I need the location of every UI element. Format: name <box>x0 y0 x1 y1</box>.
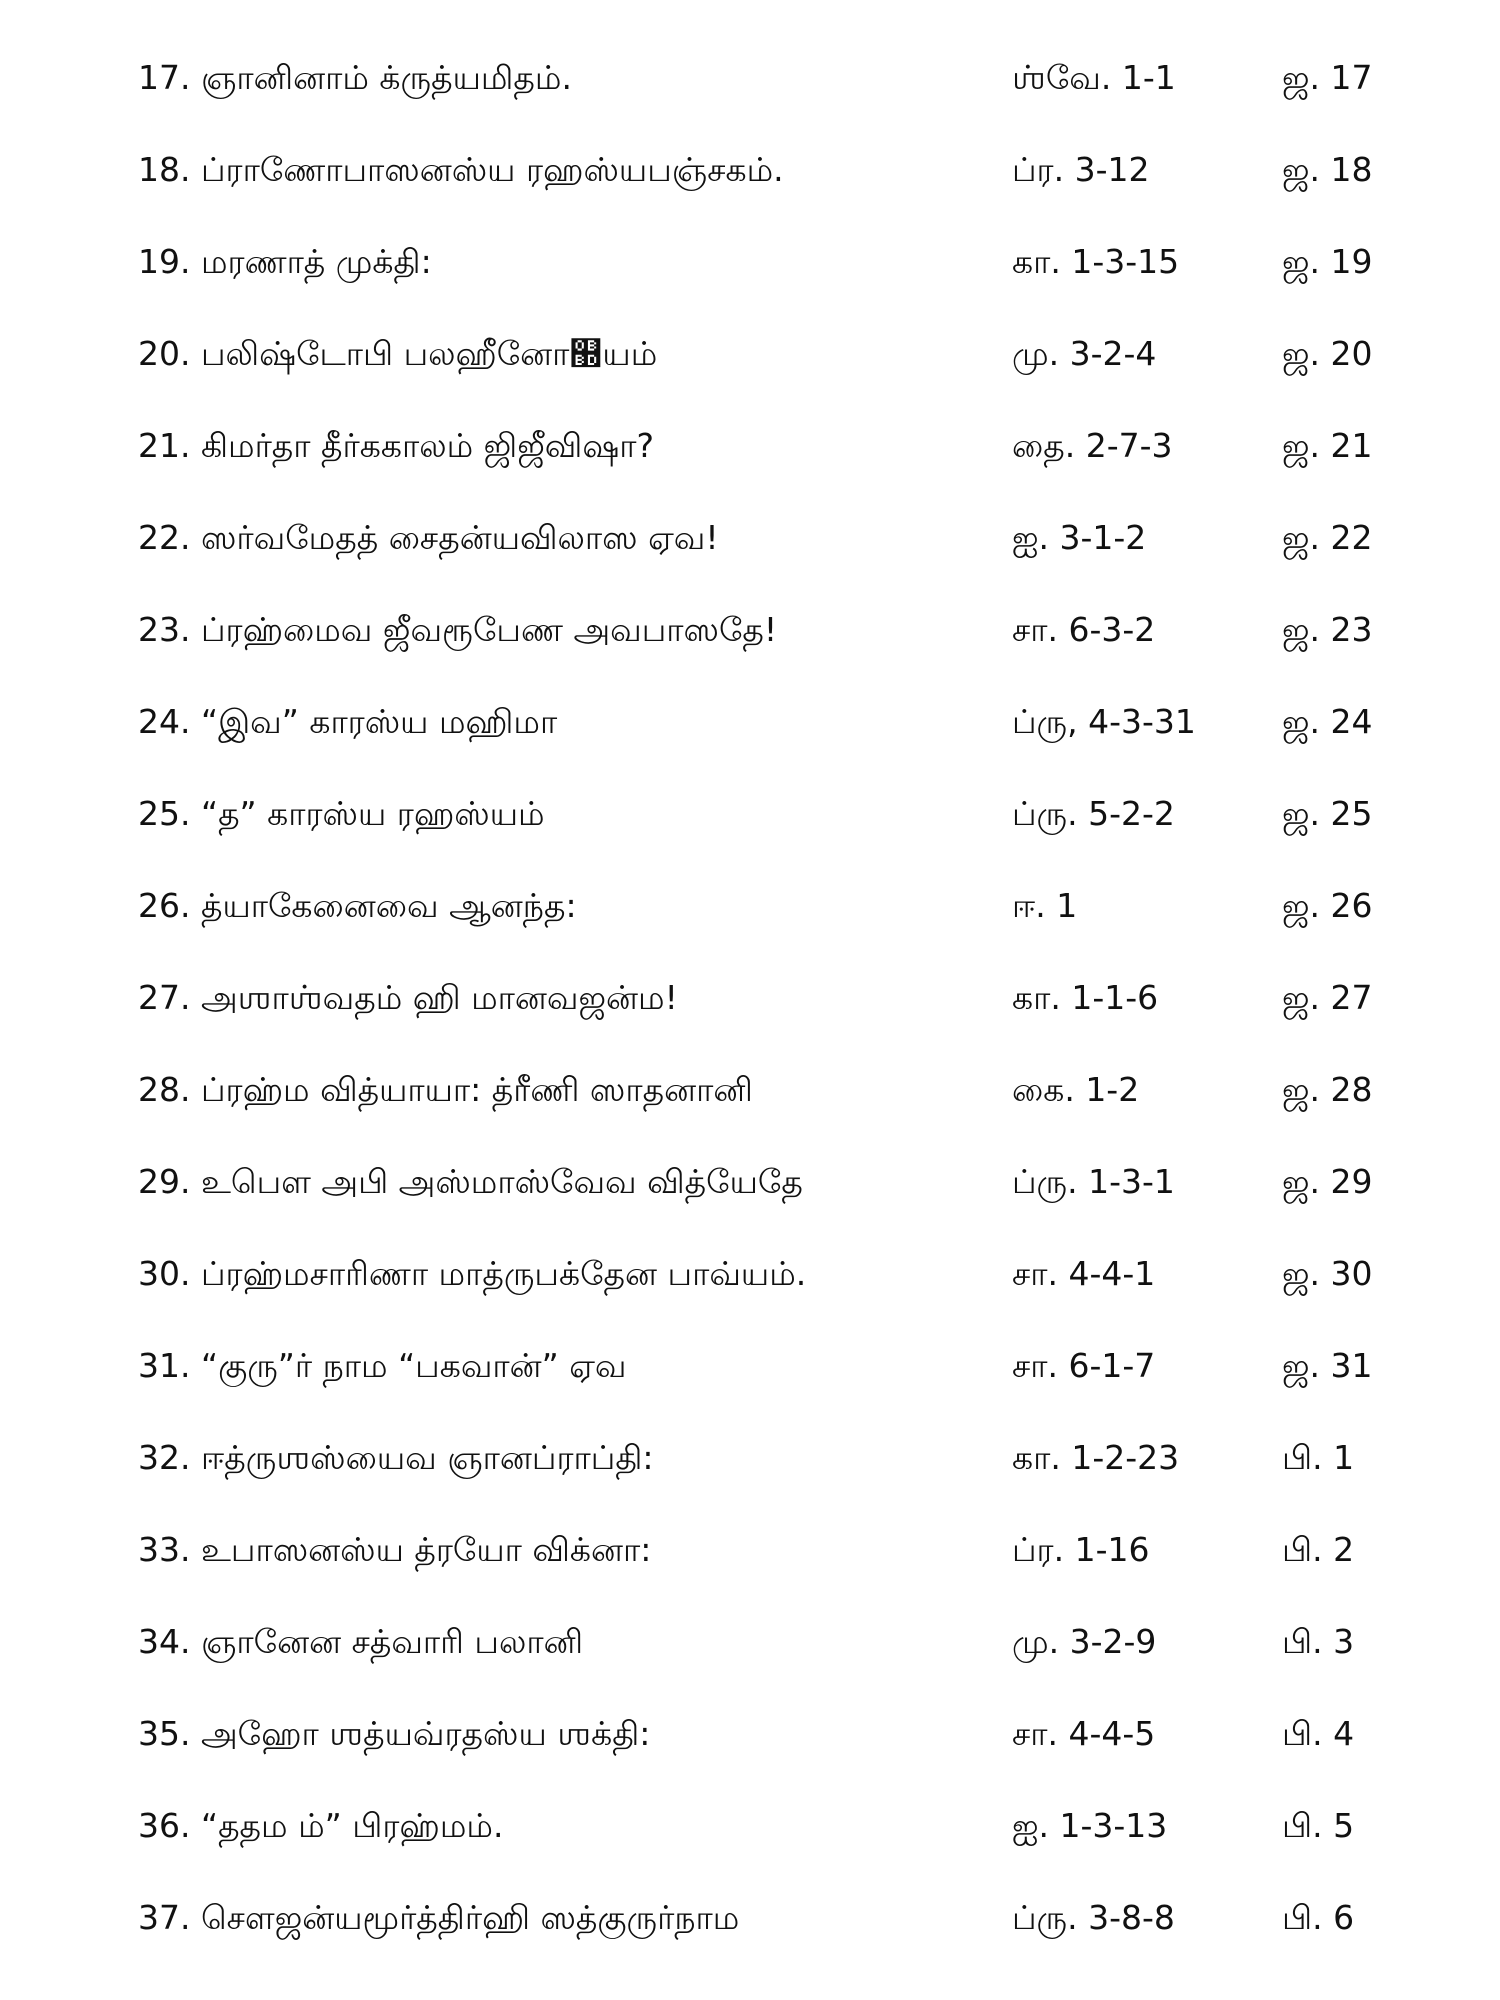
entry-source-reference: கை. 1-2 <box>1012 1070 1140 1109</box>
entry-page-reference: பி. 2 <box>1282 1530 1355 1569</box>
entry-title: 18. ப்ராணோபாஸனஸ்ய ரஹஸ்யபஞ்சகம். <box>138 150 784 189</box>
entry-page-reference: பி. 3 <box>1282 1622 1355 1661</box>
toc-entry <box>0 1604 1500 1696</box>
entry-title: 36. “ததம ம்” பிரஹ்மம். <box>138 1806 504 1845</box>
entry-source-reference: ப்ரு, 4-3-31 <box>1012 702 1196 741</box>
entry-page-reference: ஜ. 22 <box>1282 518 1373 557</box>
toc-entry <box>0 500 1500 592</box>
entry-title: 21. கிமர்தா தீர்ககாலம் ஜிஜீவிஷா? <box>138 426 655 465</box>
entry-title: 31. “குரு”ர் நாம “பகவான்” ஏவ <box>138 1346 627 1385</box>
entry-page-reference: பி. 4 <box>1282 1714 1355 1753</box>
entry-source-reference: கா. 1-2-23 <box>1012 1438 1180 1477</box>
toc-entry <box>0 40 1500 132</box>
entry-title: 22. ஸர்வமேதத் சைதன்யவிலாஸ ஏவ! <box>138 518 719 557</box>
entry-title: 37. சௌஜன்யமூர்த்திர்ஹி ஸத்குருர்நாம <box>138 1898 740 1937</box>
entry-title: 26. த்யாகேனைவை ஆனந்த: <box>138 886 577 925</box>
entry-title: 28. ப்ரஹ்ம வித்யாயா: த்ரீணி ஸாதனானி <box>138 1070 753 1109</box>
entry-page-reference: பி. 1 <box>1282 1438 1355 1477</box>
toc-entry <box>0 868 1500 960</box>
entry-title: 29. உபௌ அபி அஸ்மாஸ்வேவ வித்யேதே <box>138 1162 803 1201</box>
entry-page-reference: ஜ. 25 <box>1282 794 1373 833</box>
entry-title: 35. அஹோ ஶத்யவ்ரதஸ்ய ஶக்தி: <box>138 1714 651 1753</box>
toc-entry <box>0 1328 1500 1420</box>
entry-source-reference: ப்ர. 3-12 <box>1012 150 1150 189</box>
entry-page-reference: பி. 5 <box>1282 1806 1355 1845</box>
toc-entry <box>0 1236 1500 1328</box>
toc-entry <box>0 1696 1500 1788</box>
entry-source-reference: கா. 1-1-6 <box>1012 978 1159 1017</box>
entry-page-reference: ஜ. 17 <box>1282 58 1373 97</box>
entry-title: 25. “த” காரஸ்ய ரஹஸ்யம் <box>138 794 545 833</box>
entry-source-reference: ஶ்வே. 1-1 <box>1012 58 1176 97</box>
toc-entry <box>0 408 1500 500</box>
entry-title: 20. பலிஷ்டோபி பலஹீனோ஽யம் <box>138 334 658 373</box>
entry-title: 23. ப்ரஹ்மைவ ஜீவரூபேண அவபாஸதே! <box>138 610 778 649</box>
entry-page-reference: ஜ. 20 <box>1282 334 1373 373</box>
entry-title: 34. ஞானேன சத்வாரி பலானி <box>138 1622 584 1661</box>
entry-page-reference: ஜ. 30 <box>1282 1254 1373 1293</box>
entry-source-reference: ப்ரு. 1-3-1 <box>1012 1162 1175 1201</box>
entry-page-reference: ஜ. 24 <box>1282 702 1373 741</box>
toc-entry <box>0 1144 1500 1236</box>
entry-page-reference: பி. 6 <box>1282 1898 1355 1937</box>
toc-entry <box>0 960 1500 1052</box>
entry-source-reference: ப்ர. 1-16 <box>1012 1530 1150 1569</box>
entry-source-reference: ஈ. 1 <box>1012 886 1078 925</box>
entry-title: 19. மரணாத் முக்தி: <box>138 242 432 281</box>
entry-page-reference: ஜ. 27 <box>1282 978 1373 1017</box>
entry-source-reference: சா. 6-1-7 <box>1012 1346 1156 1385</box>
entry-source-reference: கா. 1-3-15 <box>1012 242 1180 281</box>
entry-page-reference: ஜ. 19 <box>1282 242 1373 281</box>
entry-source-reference: சா. 4-4-5 <box>1012 1714 1156 1753</box>
entry-source-reference: ஐ. 1-3-13 <box>1012 1806 1168 1845</box>
entry-page-reference: ஜ. 31 <box>1282 1346 1373 1385</box>
toc-entry <box>0 1880 1500 1972</box>
entry-source-reference: மு. 3-2-4 <box>1012 334 1157 373</box>
toc-entry <box>0 132 1500 224</box>
toc-entry <box>0 316 1500 408</box>
entry-source-reference: ப்ரு. 3-8-8 <box>1012 1898 1175 1937</box>
entry-title: 24. “இவ” காரஸ்ய மஹிமா <box>138 702 558 741</box>
toc-entry <box>0 1512 1500 1604</box>
entry-source-reference: சா. 6-3-2 <box>1012 610 1156 649</box>
toc-entry <box>0 1052 1500 1144</box>
toc-entry <box>0 592 1500 684</box>
toc-entry <box>0 684 1500 776</box>
entry-page-reference: ஜ. 28 <box>1282 1070 1373 1109</box>
entry-source-reference: சா. 4-4-1 <box>1012 1254 1156 1293</box>
entry-source-reference: மு. 3-2-9 <box>1012 1622 1157 1661</box>
toc-entry <box>0 1420 1500 1512</box>
toc-entry <box>0 224 1500 316</box>
entry-title: 33. உபாஸனஸ்ய த்ரயோ விக்னா: <box>138 1530 652 1569</box>
table-of-contents <box>0 40 1500 1972</box>
entry-page-reference: ஜ. 29 <box>1282 1162 1373 1201</box>
entry-page-reference: ஜ. 26 <box>1282 886 1373 925</box>
entry-source-reference: ஐ. 3-1-2 <box>1012 518 1147 557</box>
entry-title: 27. அஶாஶ்வதம் ஹி மானவஜன்ம! <box>138 978 678 1017</box>
entry-source-reference: தை. 2-7-3 <box>1012 426 1173 465</box>
entry-title: 17. ஞானினாம் க்ருத்யமிதம். <box>138 58 572 97</box>
entry-page-reference: ஜ. 21 <box>1282 426 1373 465</box>
entry-title: 30. ப்ரஹ்மசாரிணா மாத்ருபக்தேன பாவ்யம். <box>138 1254 807 1293</box>
toc-entry <box>0 776 1500 868</box>
entry-page-reference: ஜ. 23 <box>1282 610 1373 649</box>
entry-title: 32. ஈத்ருஶஸ்யைவ ஞானப்ராப்தி: <box>138 1438 654 1477</box>
entry-page-reference: ஜ. 18 <box>1282 150 1373 189</box>
entry-source-reference: ப்ரு. 5-2-2 <box>1012 794 1175 833</box>
toc-entry <box>0 1788 1500 1880</box>
